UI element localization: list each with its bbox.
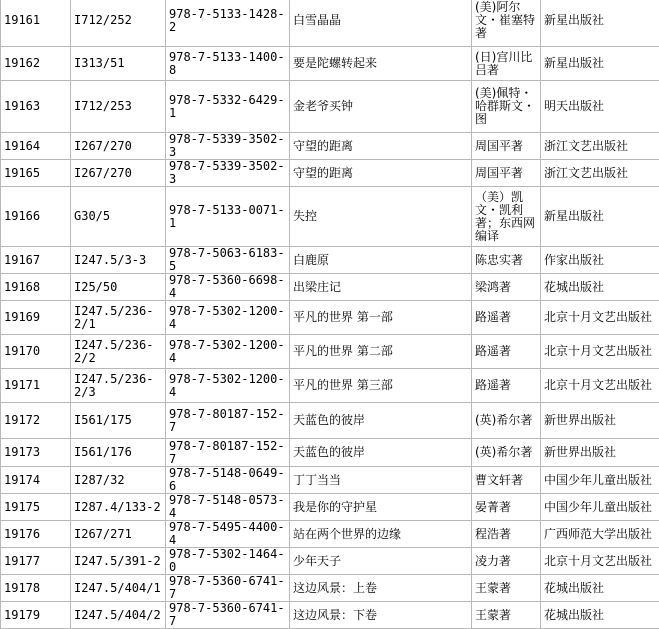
table-row [1,467,659,494]
publisher-cell: 花城出版社 [541,602,659,629]
author-cell: (英)希尔著 [472,403,541,439]
call-number-cell: I712/252 [71,0,166,47]
author-cell: （美）凯文・凯利著；东西网编译 [472,187,541,247]
record-number-cell: 19171 [1,369,71,403]
title-cell: 我是你的守护星 [290,494,472,521]
title-cell: 天蓝色的彼岸 [290,403,472,439]
title-cell: 金老爷买钟 [290,81,472,133]
record-number-cell: 19174 [1,467,71,494]
author-cell: 周国平著 [472,160,541,187]
isbn-cell: 978-7-5302-1200-4 [166,335,290,369]
title-cell: 守望的距离 [290,160,472,187]
title-cell: 白雪晶晶 [290,0,472,47]
author-cell: (日)宫川比吕著 [472,47,541,81]
publisher-cell: 浙江文艺出版社 [541,160,659,187]
table-row [1,494,659,521]
title-cell: 要是陀螺转起来 [290,47,472,81]
call-number-cell: I247.5/404/1 [71,575,166,602]
author-cell: 路遥著 [472,369,541,403]
isbn-cell: 978-7-5302-1200-4 [166,301,290,335]
author-cell: 凌力著 [472,548,541,575]
table-row [1,575,659,602]
isbn-cell: 978-7-5133-1400-8 [166,47,290,81]
publisher-cell: 新星出版社 [541,187,659,247]
isbn-cell: 978-7-80187-152-7 [166,403,290,439]
record-number-cell: 19161 [1,0,71,47]
author-cell: 王蒙著 [472,575,541,602]
call-number-cell: I267/270 [71,133,166,160]
call-number-cell: I561/175 [71,403,166,439]
record-number-cell: 19178 [1,575,71,602]
record-number-cell: 19179 [1,602,71,629]
call-number-cell: I247.5/236-2/1 [71,301,166,335]
call-number-cell: I25/50 [71,274,166,301]
title-cell: 失控 [290,187,472,247]
table-row [1,247,659,274]
author-cell: 路遥著 [472,335,541,369]
author-cell: 路遥著 [472,301,541,335]
call-number-cell: I247.5/236-2/2 [71,335,166,369]
record-number-cell: 19173 [1,439,71,467]
isbn-cell: 978-7-5339-3502-3 [166,160,290,187]
title-cell: 平凡的世界 第二部 [290,335,472,369]
publisher-cell: 作家出版社 [541,247,659,274]
record-number-cell: 19172 [1,403,71,439]
author-cell: (美)阿尔文・崔塞特著 [472,0,541,47]
table-row [1,548,659,575]
title-cell: 天蓝色的彼岸 [290,439,472,467]
call-number-cell: I561/176 [71,439,166,467]
publisher-cell: 新世界出版社 [541,403,659,439]
table-row [1,0,659,47]
table-row [1,160,659,187]
isbn-cell: 978-7-5133-1428-2 [166,0,290,47]
author-cell: 周国平著 [472,133,541,160]
isbn-cell: 978-7-5360-6698-4 [166,274,290,301]
call-number-cell: I267/270 [71,160,166,187]
isbn-cell: 978-7-5302-1464-0 [166,548,290,575]
record-number-cell: 19165 [1,160,71,187]
isbn-cell: 978-7-5339-3502-3 [166,133,290,160]
publisher-cell: 北京十月文艺出版社 [541,548,659,575]
publisher-cell: 浙江文艺出版社 [541,133,659,160]
author-cell: 程浩著 [472,521,541,548]
call-number-cell: I287/32 [71,467,166,494]
title-cell: 这边风景：下卷 [290,602,472,629]
isbn-cell: 978-7-5332-6429-1 [166,81,290,133]
table-row [1,403,659,439]
record-number-cell: 19166 [1,187,71,247]
title-cell: 守望的距离 [290,133,472,160]
record-number-cell: 19168 [1,274,71,301]
publisher-cell: 新星出版社 [541,47,659,81]
call-number-cell: I313/51 [71,47,166,81]
publisher-cell: 花城出版社 [541,274,659,301]
publisher-cell: 北京十月文艺出版社 [541,335,659,369]
publisher-cell: 新世界出版社 [541,439,659,467]
record-number-cell: 19177 [1,548,71,575]
table-row [1,133,659,160]
table-row [1,274,659,301]
author-cell: (美)佩特・哈群斯文・图 [472,81,541,133]
isbn-cell: 978-7-5302-1200-4 [166,369,290,403]
publisher-cell: 中国少年儿童出版社 [541,494,659,521]
table-row [1,439,659,467]
title-cell: 这边风景：上卷 [290,575,472,602]
record-number-cell: 19163 [1,81,71,133]
call-number-cell: I287.4/133-2 [71,494,166,521]
table-row [1,602,659,629]
publisher-cell: 新星出版社 [541,0,659,47]
table-row [1,335,659,369]
isbn-cell: 978-7-80187-152-7 [166,439,290,467]
call-number-cell: I247.5/391-2 [71,548,166,575]
record-number-cell: 19176 [1,521,71,548]
table-row [1,301,659,335]
record-number-cell: 19167 [1,247,71,274]
record-number-cell: 19170 [1,335,71,369]
isbn-cell: 978-7-5063-6183-5 [166,247,290,274]
publisher-cell: 北京十月文艺出版社 [541,301,659,335]
publisher-cell: 北京十月文艺出版社 [541,369,659,403]
publisher-cell: 花城出版社 [541,575,659,602]
author-cell: (英)希尔著 [472,439,541,467]
call-number-cell: I267/271 [71,521,166,548]
record-number-cell: 19169 [1,301,71,335]
title-cell: 平凡的世界 第一部 [290,301,472,335]
author-cell: 王蒙著 [472,602,541,629]
call-number-cell: I712/253 [71,81,166,133]
isbn-cell: 978-7-5148-0649-6 [166,467,290,494]
record-number-cell: 19164 [1,133,71,160]
isbn-cell: 978-7-5360-6741-7 [166,575,290,602]
record-number-cell: 19162 [1,47,71,81]
table-row [1,47,659,81]
table-row [1,369,659,403]
isbn-cell: 978-7-5148-0573-4 [166,494,290,521]
table-row [1,81,659,133]
call-number-cell: G30/5 [71,187,166,247]
table-row [1,521,659,548]
title-cell: 少年天子 [290,548,472,575]
call-number-cell: I247.5/3-3 [71,247,166,274]
title-cell: 丁丁当当 [290,467,472,494]
isbn-cell: 978-7-5495-4400-4 [166,521,290,548]
publisher-cell: 中国少年儿童出版社 [541,467,659,494]
title-cell: 站在两个世界的边缘 [290,521,472,548]
author-cell: 梁鸿著 [472,274,541,301]
call-number-cell: I247.5/404/2 [71,602,166,629]
table-row [1,187,659,247]
publisher-cell: 明天出版社 [541,81,659,133]
title-cell: 平凡的世界 第三部 [290,369,472,403]
author-cell: 晏菁著 [472,494,541,521]
title-cell: 白鹿原 [290,247,472,274]
record-number-cell: 19175 [1,494,71,521]
author-cell: 曹文轩著 [472,467,541,494]
isbn-cell: 978-7-5360-6741-7 [166,602,290,629]
isbn-cell: 978-7-5133-0071-1 [166,187,290,247]
call-number-cell: I247.5/236-2/3 [71,369,166,403]
title-cell: 出梁庄记 [290,274,472,301]
publisher-cell: 广西师范大学出版社 [541,521,659,548]
author-cell: 陈忠实著 [472,247,541,274]
